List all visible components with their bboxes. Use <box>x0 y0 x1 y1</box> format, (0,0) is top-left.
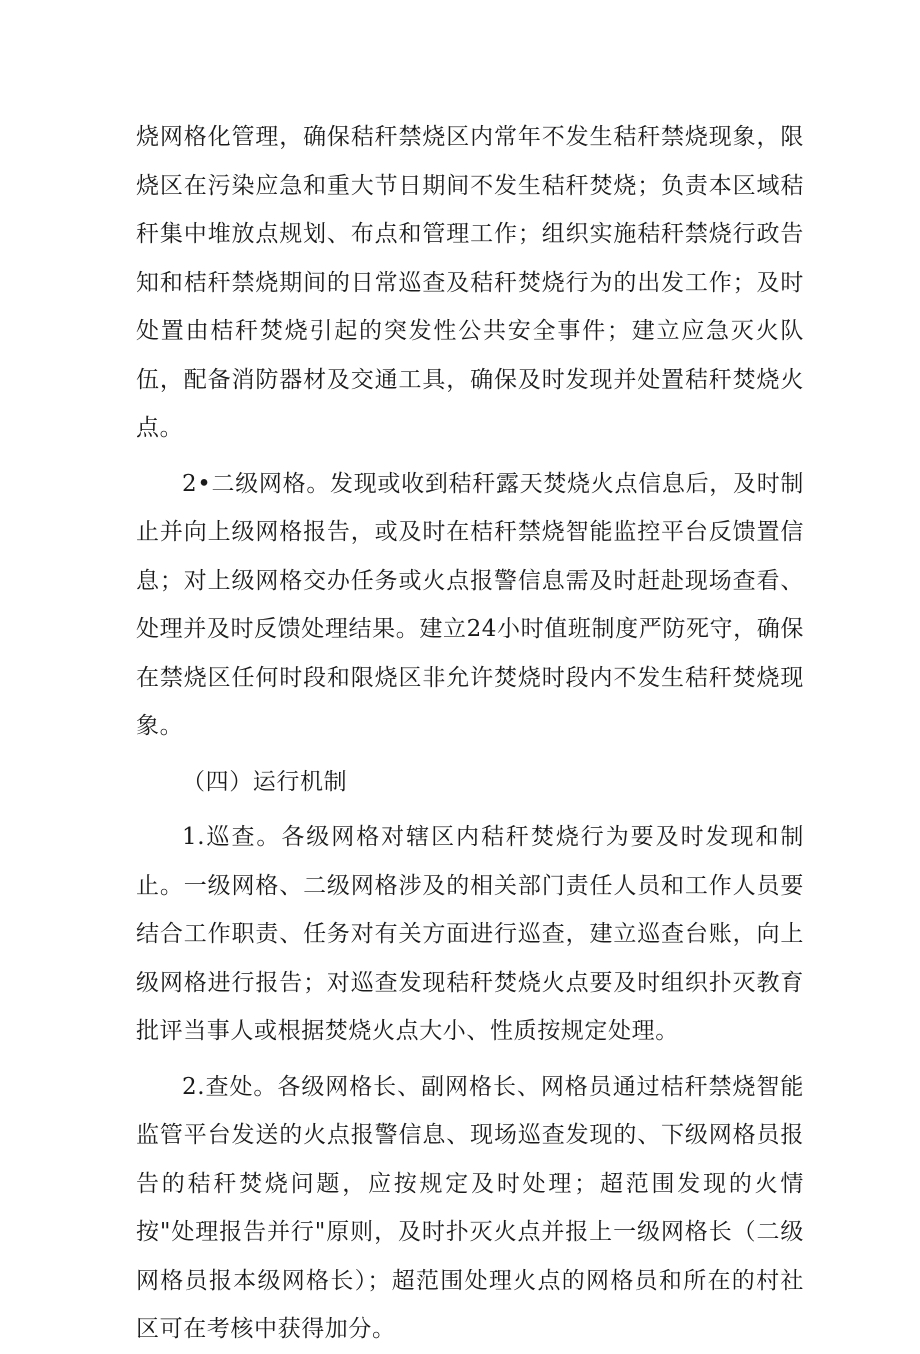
paragraph-second-level-grid: 2•二级网格。发现或收到秸秆露天焚烧火点信息后，及时制止并向上级网格报告，或及时在桔秆禁烧智能监控平台反馈置信息；对上级网格交办任务或火点报警信息需及时赶赴现场查看、处理并及时反馈处理结果。建立24小时值班制度严防死守，确保在禁烧区任何时段和限烧区非允许焚烧时段内不发生秸秆焚烧现象。 <box>136 470 804 739</box>
document-body <box>136 113 804 1354</box>
paragraph-investigation: 2.查处。各级网格长、副网格长、网格员通过桔秆禁烧智能监管平台发送的火点报警信息、现场巡查发现的、下级网格员报告的秸秆焚烧问题，应按规定及时处理；超范围发现的火情按"处理报告并行"原则，及时扑灭火点并报上一级网格长（二级网格员报本级网格长）；超范围处理火点的网格员和所在的村社区可在考核中获得加分。 <box>136 1073 804 1342</box>
paragraph-patrol: 1.巡查。各级网格对辖区内秸秆焚烧行为要及时发现和制止。一级网格、二级网格涉及的相关部门责任人员和工作人员要结合工作职责、任务对有关方面进行巡查，建立巡查台账，向上级网格进行报告；对巡查发现秸秆焚烧火点要及时组织扑灭教育批评当事人或根据焚烧火点大小、性质按规定处理。 <box>136 824 804 1044</box>
section-heading-operation-mechanism: （四）运行机制 <box>182 768 348 795</box>
paragraph-grid-management-continued: 烧网格化管理，确保秸秆禁烧区内常年不发生秸秆禁烧现象，限烧区在污染应急和重大节日期间不发生秸秆焚烧；负责本区域秸秆集中堆放点规划、布点和管理工作；组织实施秸秆禁烧行政告知和桔秆禁烧期间的日常巡查及秸秆焚烧行为的出发工作；及时处置由桔秆焚烧引起的突发性公共安全事件；建立应急灭火队伍，配备消防器材及交通工具，确保及时发现并处置秸秆焚烧火点。 <box>136 124 804 441</box>
